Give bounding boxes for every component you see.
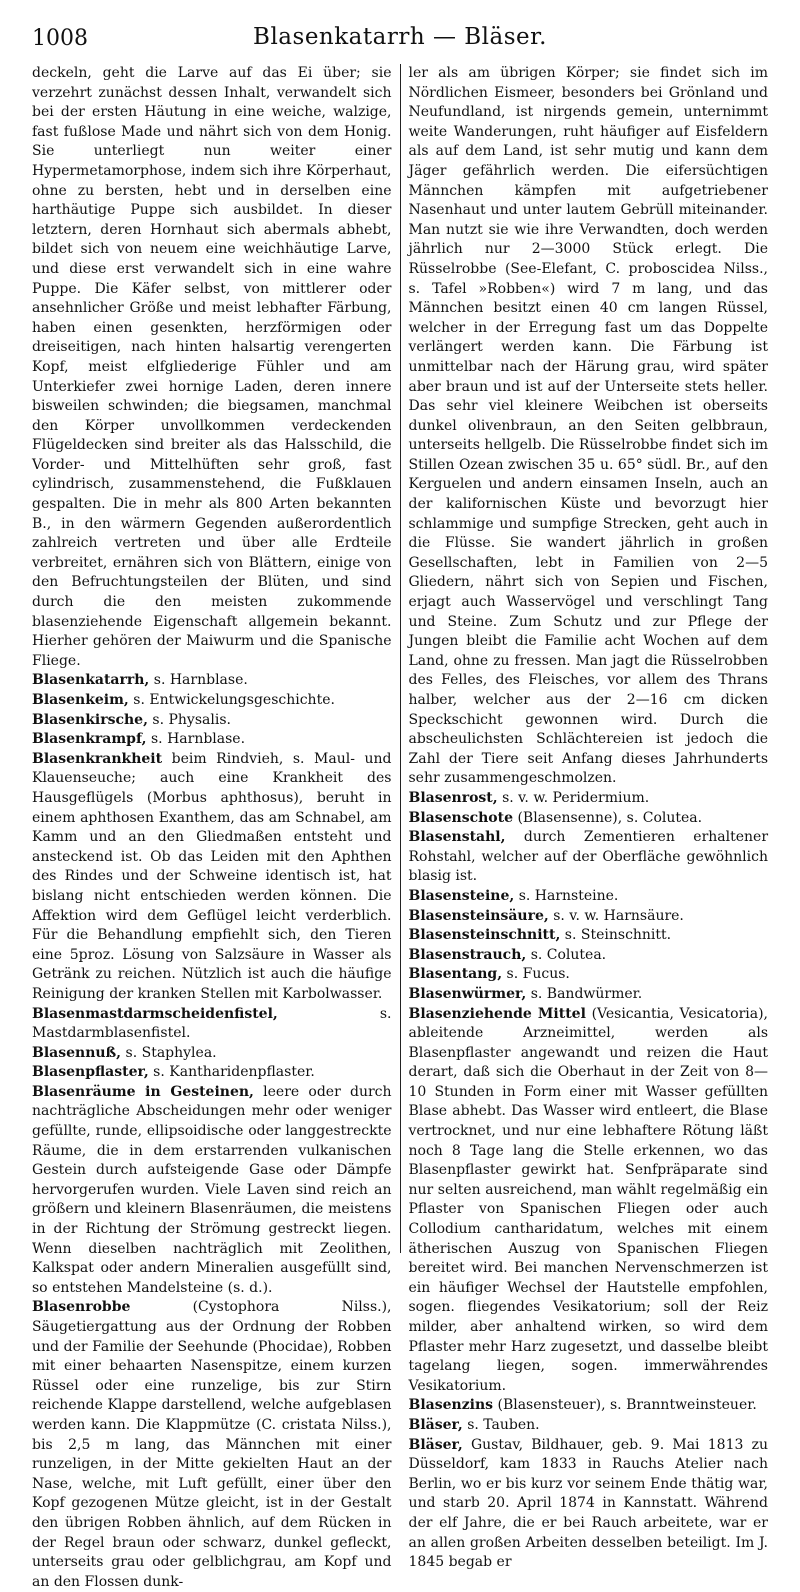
entry-headword: Blasensteinschnitt, <box>408 927 561 944</box>
entry-text: s. Staphylea. <box>125 1044 217 1061</box>
entry-text: Gustav, Bildhauer, geb. 9. Mai 1813 zu Düsseldorf, kam 1833 in Rauchs Atelier nach Berlin, wo er bis kurz vor seinem Ende thätig war, und starb 20. April 1874 in Kannstatt. Während der elf Jahre, die er bei Rauch arbeitete, war er an allen großen Arbeiten desselben beteiligt. Im J. 1845 begab er <box>408 1436 768 1571</box>
dictionary-entry <box>409 64 769 789</box>
dictionary-entry <box>409 1416 769 1436</box>
entry-headword: Blasenkirsche, <box>32 711 148 728</box>
dictionary-entry <box>32 1063 392 1083</box>
entry-text: s. Fucus. <box>506 966 570 983</box>
entry-headword: Blasentang, <box>408 966 503 983</box>
entry-headword: Blasenzins <box>408 1397 494 1414</box>
dictionary-entry <box>32 711 392 731</box>
dictionary-entry <box>409 907 769 927</box>
entry-text: (Cystophora Nilss.), Säugetiergattung aus der Ordnung der Robben und der Familie der Seehunde (Phocidae), Robben mit einer behaarten Nasenspitze, einem kurzen Rüssel oder eine runzelige, bis zur Stirn reichende Klappe darstellend, welche aufgeblasen werden kann. Die Klappmütze (C. cristata Nilss.), bis 2,5 m lang, das Männchen mit einer runzeligen, in der Mitte gekielten Haut an der Nase, welche, mit Luft gefüllt, einer über den Kopf gezogenen Mütze gleicht, ist in der Gestalt den übrigen Robben ähnlich, auf dem Rücken in der Regel braun oder schwarz, dunkel gefleckt, unterseits grau oder gelblichgrau, am Kopf und an den Flossen dunk- <box>32 1299 392 1590</box>
entry-text: s. Kantharidenpflaster. <box>153 1064 315 1081</box>
entry-text: s. Physalis. <box>152 711 231 728</box>
entry-text: s. Entwickelungsgeschichte. <box>133 692 335 708</box>
entry-headword: Blasennuß, <box>32 1044 122 1061</box>
entry-text: s. Harnblase. <box>153 672 248 689</box>
entry-text: s. Harnsteine. <box>518 887 619 904</box>
entry-text: s. Bandwürmer. <box>530 985 643 1002</box>
entry-headword: Blasensteinsäure, <box>408 907 549 924</box>
entry-text: s. Harnblase. <box>150 731 246 748</box>
entry-text: s. v. w. Harnsäure. <box>553 907 684 924</box>
dictionary-entry <box>32 671 392 691</box>
dictionary-entry <box>32 1005 392 1044</box>
entry-headword: Blasenmastdarmscheidenfistel, <box>32 1005 278 1022</box>
entry-headword: Bläser, <box>408 1416 463 1433</box>
dictionary-entry <box>409 1005 769 1397</box>
entry-text: durch Zementieren erhaltener Rohstahl, welcher auf der Oberfläche gewöhnlich blasig ist. <box>408 829 769 885</box>
entry-headword: Blasenstahl, <box>408 829 506 846</box>
entry-headword: Blasenkatarrh, <box>32 672 150 689</box>
entry-headword: Blasenrobbe <box>32 1299 131 1316</box>
dictionary-entry <box>409 887 769 907</box>
dictionary-entry <box>409 946 769 966</box>
entry-headword: Blasenschote <box>408 809 513 826</box>
entry-text: s. Steinschnitt. <box>564 927 672 944</box>
entry-headword: Blasenziehende Mittel <box>408 1005 586 1022</box>
left-column <box>32 64 400 1590</box>
entry-text: ler als am übrigen Körper; sie findet sich im Nördlichen Eismeer, besonders bei Grönland und Neufundland, ist nirgends gemein, unternimmt weite Wanderungen, ruht häufiger auf Eisfeldern als auf dem Land, ist sehr mutig und kann dem Jäger gefährlich werden. Die eifersüchtigen Männchen kämpfen mit aufgetriebener Nasenhaut und unter lautem Gebrüll miteinander. Man nutzt sie wie ihre Verwandten, doch werden jährlich nur 2—3000 Stück erlegt. Die Rüsselrobbe (See-Elefant, C. proboscidea Nilss., s. Tafel »Robben«) wird 7 m lang, und das Männchen besitzt einen 40 cm langen Rüssel, welcher in der Erregung fast um das Doppelte verlängert werden kann. Die Färbung ist unmittelbar nach der Härung grau, wird später aber braun und ist auf der Unterseite stets heller. Das sehr viel kleinere Weibchen ist oberseits dunkel olivenbraun, an den Seiten gelbbraun, unterseits hellgelb. Die Rüsselrobbe findet sich im Stillen Ozean zwischen 35 u. 65° südl. Br., auf den Kerguelen und andern einsamen Inseln, auch an der kalifornischen Küste und bevorzugt hier schlammige und sumpfige Strecken, geht auch in die Flüsse. Sie wandert jährlich in großen Gesellschaften, lebt in Familien von 2—5 Gliedern, nährt sich von Sepien und Fischen, erjagt auch Wasservögel und verschlingt Tang und Steine. Zum Schutz und zur Pflege der Jungen bleibt die Familie acht Wochen auf dem Land, ohne zu fressen. Man jagt die Rüsselrobben des Felles, des Fleisches, vor allem des Thrans halber, welcher aus der 2—16 cm dicken Speckschicht gewonnen wird. Durch die abscheulichsten Schlächtereien ist jedoch die Zahl der Tiere seit Anfang dieses Jahrhunderts sehr zusammengeschmolzen. <box>408 65 768 787</box>
dictionary-entry <box>32 64 392 671</box>
entry-headword: Blasensteine, <box>408 887 515 904</box>
entry-headword: Blasenräume in Gesteinen, <box>32 1083 254 1100</box>
dictionary-entry <box>32 1044 392 1064</box>
dictionary-entry <box>409 965 769 985</box>
dictionary-entry <box>409 1396 769 1416</box>
dictionary-entry <box>32 1298 392 1592</box>
entry-headword: Blasenkeim, <box>32 692 129 708</box>
text-columns <box>32 64 769 1590</box>
dictionary-entry <box>409 809 769 829</box>
entry-text: leere oder durch nachträgliche Abscheidungen mehr oder weniger gefüllte, runde, ellipsoidische oder langgestreckte Räume, die in dem erstarrenden vulkanischen Gestein durch aufsteigende Gase oder Dämpfe hervorgerufen wurden. Viele Laven sind reich an größern und kleinern Blasenräumen, die meistens in der Richtung der Strömung gestreckt liegen. Wenn dieselben nachträglich mit Zeolithen, Kalkspat oder andern Mineralien ausgefüllt sind, so entstehen Mandelsteine (s. d.). <box>32 1083 392 1296</box>
dictionary-entry <box>409 1436 769 1573</box>
entry-text: s. Tauben. <box>467 1416 540 1433</box>
right-column <box>401 64 769 1571</box>
dictionary-entry <box>409 789 769 809</box>
dictionary-entry <box>409 926 769 946</box>
entry-text: (Blasensteuer), s. Branntweinsteuer. <box>497 1397 757 1414</box>
entry-headword: Blasenpflaster, <box>32 1064 149 1081</box>
entry-headword: Blasenstrauch, <box>408 946 527 963</box>
running-title: Blasenkatarrh — Bläser. <box>253 24 547 50</box>
dictionary-entry <box>32 691 392 711</box>
dictionary-entry <box>32 730 392 750</box>
entry-headword: Blasenwürmer, <box>408 985 527 1002</box>
entry-text: deckeln, geht die Larve auf das Ei über; sie verzehrt zunächst dessen Inhalt, verwandelt sich bei der ersten Häutung in eine weiche, walzige, fast fußlose Made und nährt sich von dem Honig. Sie unterliegt nun weiter einer Hypermetamorphose, indem sich ihre Körperhaut, ohne zu bersten, hebt und in derselben eine harthäutige Puppe sich ausbildet. In dieser letztern, deren Hornhaut sich abermals abhebt, bildet sich von neuem eine weichhäutige Larve, und diese erst verwandelt sich in eine wahre Puppe. Die Käfer selbst, von mittlerer oder ansehnlicher Größe und meist lebhafter Färbung, haben einen gesenkten, herzförmigen oder dreiseitigen, nach hinten halsartig verengerten Kopf, meist elfgliederige Fühler und am Unterkiefer zwei hornige Laden, deren innere bisweilen schwinden; die biegsamen, manchmal den Körper unvollkommen verdeckenden Flügeldecken sind breiter als das Halsschild, die Vorder- und Mittelhüften sehr groß, fast cylindrisch, zusammenstehend, die Fußklauen gespalten. Die in mehr als 800 Arten bekannten B., in den wärmern Gegenden außerordentlich zahlreich vertreten und über alle Erdteile verbreitet, ernähren sich von Blättern, einige von den Befruchtungsteilen der Blüten, und sind durch die den meisten zukommende blasenziehende Eigenschaft allgemein bekannt. Hierher gehören der Maiwurm und die Spanische Fliege. <box>32 65 392 669</box>
entry-headword: Blasenrost, <box>408 789 498 806</box>
entry-text: (Vesicantia, Vesicatoria), ableitende Arzneimittel, werden als Blasenpflaster angewandt und reizen die Haut derart, daß sich die Oberhaut in der Zeit von 8—10 Stunden in Form einer mit Wasser gefüllten Blase abhebt. Das Wasser wird entleert, die Blase vertrocknet, und nur eine lebhaftere Rötung läßt noch 8 Tage lang die Stelle erkennen, wo das Blasenpflaster gewirkt hat. Senfpräparate sind nur selten ausreichend, man wählt regelmäßig ein Pflaster von Spanischen Fliegen oder auch Collodium cantharidatum, welches mit einem ätherischen Auszug von Spanischen Fliegen bereitet wird. Bei manchen Nervenschmerzen ist ein häufiger Wechsel der Hautstelle empfohlen, sogen. fliegendes Vesikatorium; soll der Reiz milder, aber anhaltend wirken, so wird dem Pflaster mehr Harz zugesetzt, und dasselbe bleibt tagelang liegen, sogen. immerwährendes Vesikatorium. <box>408 1005 769 1394</box>
dictionary-entry <box>409 985 769 1005</box>
entry-headword: Blasenkrampf, <box>32 731 147 748</box>
entry-text: (Blasensenne), s. Colutea. <box>517 809 703 826</box>
entry-headword: Blasenkrankheit <box>32 750 163 767</box>
page-number: 1008 <box>32 26 88 51</box>
dictionary-entry <box>32 750 392 1005</box>
entry-text: s. Colutea. <box>530 946 607 963</box>
dictionary-entry <box>409 828 769 887</box>
entry-text: s. Mastdarmblasenfistel. <box>32 1005 392 1042</box>
entry-headword: Bläser, <box>408 1436 463 1453</box>
page-header <box>32 14 768 56</box>
entry-text: s. v. w. Peridermium. <box>502 789 650 806</box>
entry-text: beim Rindvieh, s. Maul- und Klauenseuche; auch eine Krankheit des Hausgeflügels (Morbus aphthosus), beruht in einem aphthosen Exanthem, das am Schnabel, am Kamm und an den Gliedmaßen entsteht und ansteckend ist. Ob das Leiden mit den Aphthen des Rindes und der Schweine identisch ist, hat bislang nicht entschieden werden können. Die Affektion wird dem Geflügel leicht verderblich. Für die Behandlung empfiehlt sich, den Tieren eine 5proz. Lösung von Salzsäure in Wasser als Getränk zu reichen. Nützlich ist auch die häufige Reinigung der kranken Stellen mit Karbolwasser. <box>32 750 392 1002</box>
dictionary-entry <box>32 1083 392 1299</box>
